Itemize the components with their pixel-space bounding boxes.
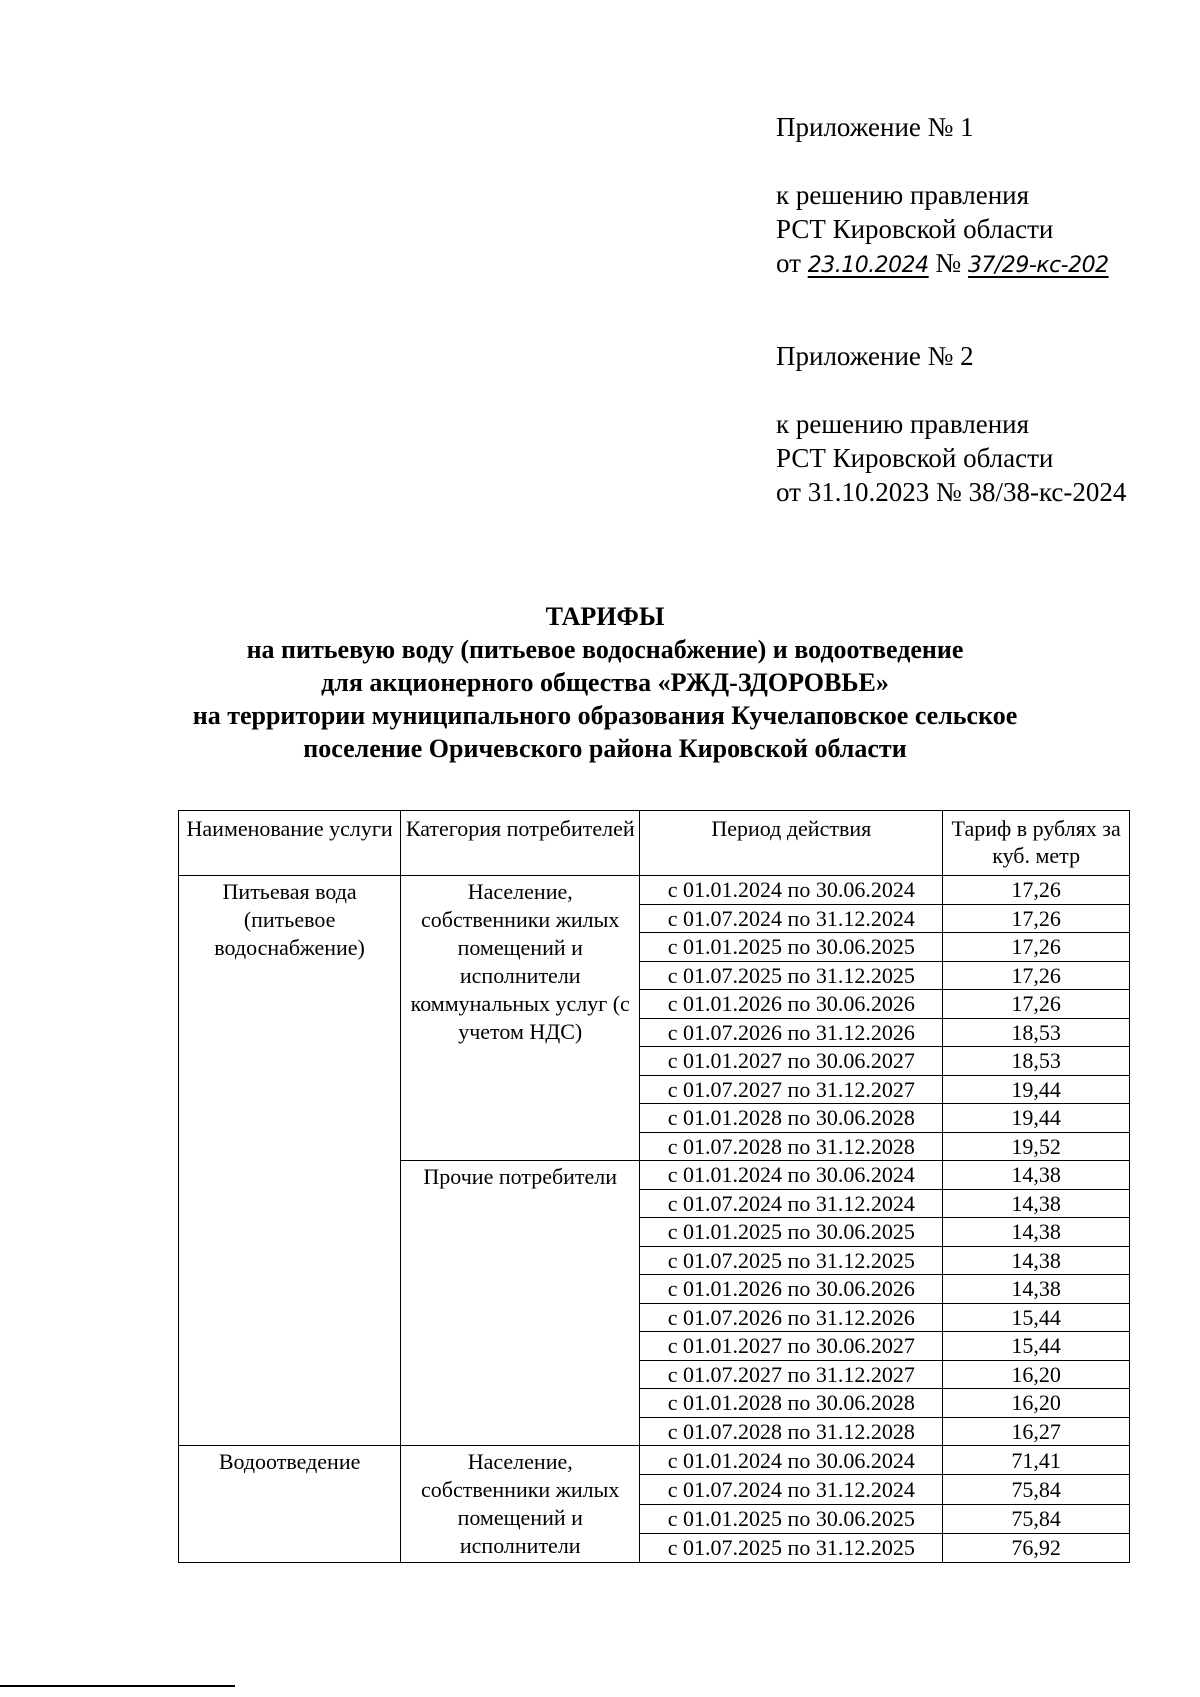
period-cell: с 01.01.2025 по 30.06.2025	[640, 1218, 943, 1247]
period-cell: с 01.07.2025 по 31.12.2025	[640, 1533, 943, 1562]
tariff-cell: 71,41	[943, 1446, 1130, 1475]
tariff-cell: 18,53	[943, 1018, 1130, 1047]
period-cell: с 01.07.2028 по 31.12.2028	[640, 1132, 943, 1161]
appendix-1-heading: Приложение № 1	[776, 112, 974, 142]
table-row	[179, 876, 1130, 905]
table-row	[179, 1446, 1130, 1475]
table-body	[179, 876, 1130, 1563]
tariff-cell: 17,26	[943, 961, 1130, 990]
header-tariff: Тариф в рублях за куб. метр	[943, 811, 1130, 876]
title-line-4: на территории муниципального образования Кучелаповское сельское	[192, 701, 1018, 730]
period-cell: с 01.01.2024 по 30.06.2024	[640, 1446, 943, 1475]
tariff-cell: 14,38	[943, 1161, 1130, 1190]
tariff-cell: 76,92	[943, 1533, 1130, 1562]
period-cell: с 01.01.2027 по 30.06.2027	[640, 1047, 943, 1076]
footnote-separator	[0, 1685, 235, 1687]
title-line-1: ТАРИФЫ	[545, 602, 665, 631]
category-cell: Население, собственники жилых помещений и исполнители коммунальных услуг (с учетом НДС)	[401, 876, 640, 1161]
tariff-cell: 17,26	[943, 933, 1130, 962]
tariff-cell: 19,52	[943, 1132, 1130, 1161]
tariff-cell: 18,53	[943, 1047, 1130, 1076]
appendix-2-block	[776, 339, 1126, 509]
tariff-cell: 16,20	[943, 1389, 1130, 1418]
period-cell: с 01.07.2026 по 31.12.2026	[640, 1303, 943, 1332]
service-cell: Питьевая вода (питьевое водоснабжение)	[179, 876, 401, 1446]
tariff-cell: 17,26	[943, 904, 1130, 933]
period-cell: с 01.07.2024 по 31.12.2024	[640, 1475, 943, 1504]
tariff-cell: 19,44	[943, 1075, 1130, 1104]
header-service: Наименование услуги	[179, 811, 401, 876]
tariff-cell: 15,44	[943, 1303, 1130, 1332]
tariff-cell: 17,26	[943, 876, 1130, 905]
header-category: Категория потребителей	[401, 811, 640, 876]
tariff-table	[178, 810, 1130, 1563]
period-cell: с 01.07.2024 по 31.12.2024	[640, 904, 943, 933]
title-line-3: для акционерного общества «РЖД-ЗДОРОВЬЕ»	[321, 668, 889, 697]
period-cell: с 01.07.2026 по 31.12.2026	[640, 1018, 943, 1047]
period-cell: с 01.01.2025 по 30.06.2025	[640, 933, 943, 962]
period-cell: с 01.01.2028 по 30.06.2028	[640, 1389, 943, 1418]
appendix-1-from-prefix: от	[776, 248, 801, 278]
tariff-cell: 14,38	[943, 1246, 1130, 1275]
appendix-1-org: РСТ Кировской области	[776, 214, 1054, 244]
document-title	[180, 600, 1030, 765]
period-cell: с 01.07.2025 по 31.12.2025	[640, 961, 943, 990]
header-period: Период действия	[640, 811, 943, 876]
appendix-2-heading: Приложение № 2	[776, 341, 974, 371]
appendix-1-handwritten-date: 23.10.2024	[807, 253, 929, 278]
appendix-1-to-decision: к решению правления	[776, 180, 1030, 210]
tariff-cell: 14,38	[943, 1275, 1130, 1304]
period-cell: с 01.01.2026 по 30.06.2026	[640, 990, 943, 1019]
title-line-2: на питьевую воду (питьевое водоснабжение) и водоотведение	[246, 635, 964, 664]
tariff-cell: 15,44	[943, 1332, 1130, 1361]
tariff-cell: 14,38	[943, 1218, 1130, 1247]
appendix-2-date-line: от 31.10.2023 № 38/38-кс-2024	[776, 477, 1127, 507]
appendix-2-to-decision: к решению правления	[776, 409, 1030, 439]
category-cell: Прочие потребители	[401, 1161, 640, 1446]
tariff-cell: 16,20	[943, 1360, 1130, 1389]
period-cell: с 01.01.2024 по 30.06.2024	[640, 876, 943, 905]
tariff-cell: 19,44	[943, 1104, 1130, 1133]
period-cell: с 01.01.2028 по 30.06.2028	[640, 1104, 943, 1133]
appendix-1-number-prefix: №	[935, 248, 962, 278]
tariff-cell: 75,84	[943, 1475, 1130, 1504]
tariff-cell: 17,26	[943, 990, 1130, 1019]
tariff-cell: 14,38	[943, 1189, 1130, 1218]
appendix-1-handwritten-number: 37/29-кс-202	[967, 253, 1109, 278]
period-cell: с 01.01.2027 по 30.06.2027	[640, 1332, 943, 1361]
title-line-5: поселение Оричевского района Кировской области	[303, 734, 907, 763]
period-cell: с 01.01.2024 по 30.06.2024	[640, 1161, 943, 1190]
period-cell: с 01.01.2026 по 30.06.2026	[640, 1275, 943, 1304]
tariff-cell: 75,84	[943, 1504, 1130, 1533]
service-cell: Водоотведение	[179, 1446, 401, 1563]
tariff-cell: 16,27	[943, 1417, 1130, 1446]
appendix-1-block	[776, 110, 1109, 283]
period-cell: с 01.07.2024 по 31.12.2024	[640, 1189, 943, 1218]
period-cell: с 01.07.2025 по 31.12.2025	[640, 1246, 943, 1275]
appendix-1-date-line	[776, 246, 1109, 283]
period-cell: с 01.01.2025 по 30.06.2025	[640, 1504, 943, 1533]
period-cell: с 01.07.2028 по 31.12.2028	[640, 1417, 943, 1446]
period-cell: с 01.07.2027 по 31.12.2027	[640, 1360, 943, 1389]
table-header-row	[179, 811, 1130, 876]
appendix-2-org: РСТ Кировской области	[776, 443, 1054, 473]
period-cell: с 01.07.2027 по 31.12.2027	[640, 1075, 943, 1104]
category-cell: Население, собственники жилых помещений и исполнители	[401, 1446, 640, 1563]
